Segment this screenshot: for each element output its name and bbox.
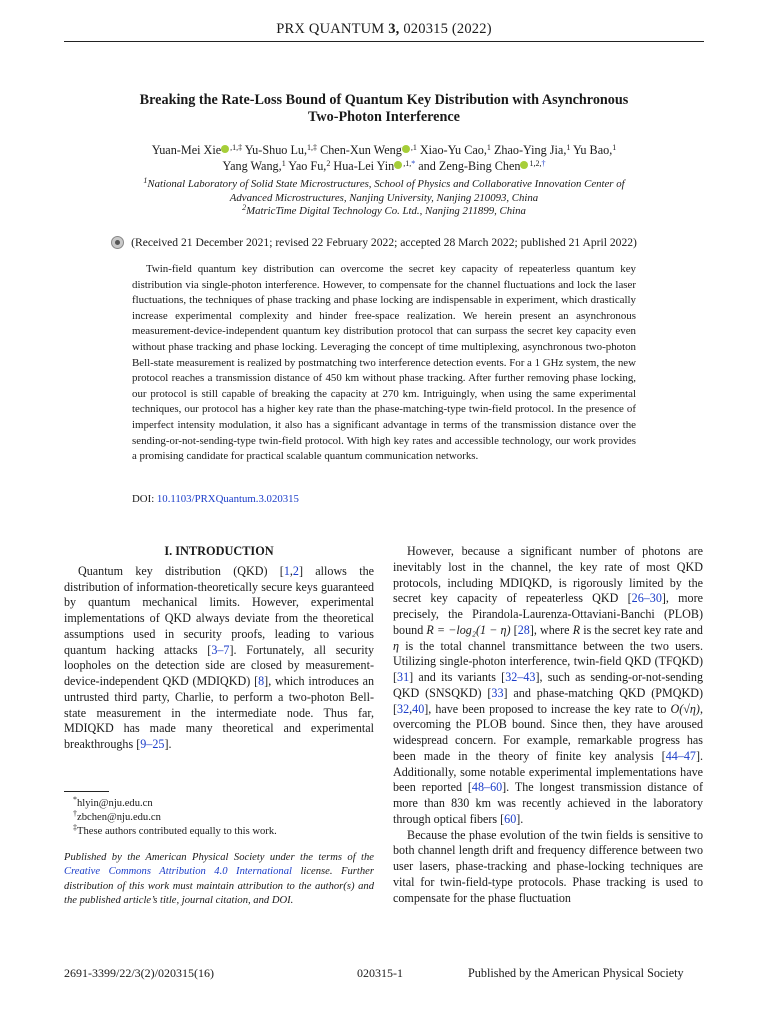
affiliation-marker-text: ,1, — [403, 158, 412, 168]
orcid-icon[interactable] — [520, 161, 528, 169]
footnote-mark: ‡ — [73, 823, 77, 833]
left-column — [64, 544, 374, 753]
text: However, because a significant number of photons are inevitably lost in the channel, the key rate of most QKD protocols, including MDIQKD, is rigorously limited by the secret key capacity of repeaterless QKD [ — [393, 544, 703, 606]
footnote-text: These authors contributed equally to this work. — [77, 826, 277, 838]
journal-header — [0, 21, 768, 38]
paragraph-3: Because the phase evolution of the twin fields is sensitive to both channel length drift and frequency difference between two user lasers, phase-tracking and phase-locking techniques are vital for twin-field-type protocols. Phase tracking is used to compensate for the phase fluctuation — [393, 827, 703, 905]
title-line-2: Two-Photon Interference — [308, 109, 460, 125]
corresponding-author-link[interactable]: * — [411, 158, 416, 168]
license-notice — [64, 851, 374, 909]
author-name: Yu Bao, — [570, 143, 613, 157]
citation-link[interactable]: 44–47 — [665, 748, 696, 763]
text: [ — [510, 622, 518, 637]
text: , — [289, 563, 293, 578]
text: ] and its variants [ — [409, 670, 506, 684]
affiliation-marker: 1 — [566, 143, 571, 152]
text: license. Further distribution of this work must maintain attribution to the author(s) and the published article’s title, journal citation, and DOI. — [64, 866, 374, 907]
received-dates: (Received 21 December 2021; revised 22 February 2022; accepted 28 March 2022; published 21 April 2022) — [131, 236, 637, 249]
author-name: Xiao-Yu Cao, — [416, 143, 487, 157]
text: ]. — [164, 737, 172, 751]
abstract: Twin-field quantum key distribution can overcome the secret key capacity of repeaterless quantum key distribution via single-photon interference. However, to compensate for the channel fluctuations and lock the laser fluctuations, the techniques of phase tracking and phase locking are indispensable in experiment, which drastically increase experimental complexity and hinder free-space realization. We herein present an asynchronous measurement-device-independent quantum key distribution protocol that can surpass the secret key capacity even without phase tracking and phase locking. Leveraging the concept of time multiplexing, asynchronous two-photon Bell-state measurement is realized by postmatching two interference detection events. For a 1 GHz system, the new protocol reaches a transmission distance of 450 km without phase tracking. After further removing phase locking, our protocol is still capable of breaking the capacity at 270 km. Intriguingly, when using the same experimental techniques, our protocol has a higher key rate than the phase-matching-type twin-field protocol. In the presence of imperfect intensity modulation, it also has a significant advantage in terms of the transmission distance over the sending-or-not-sending-type twin-field protocol. With high key rates and accessible technology, our work provides a promising candidate for practical scalable quantum communication networks. — [132, 263, 636, 463]
author-name: Zhao-Ying Jia, — [490, 143, 567, 157]
footer-publisher: Published by the American Physical Society — [468, 966, 684, 980]
math-symbol: R — [572, 622, 581, 637]
math-symbol: η — [393, 638, 399, 653]
author-name: Yuan-Mei Xie — [151, 143, 222, 157]
text: ], such as sending-or-not-sending QKD (SNSQKD) [ — [393, 670, 703, 700]
affiliation-number: 2 — [242, 203, 247, 213]
text: Quantum key distribution (QKD) [ — [78, 563, 284, 578]
author-name: Yang Wang, — [222, 158, 282, 173]
text: ], where — [529, 622, 573, 637]
text: ], which introduces an untrusted third party, Charlie, to perform a two-photon Bell-state measurement in the intermediate node. Thus far, MDIQKD has made many theoretical and experimental breakthroughs [ — [64, 674, 374, 751]
journal-name: PRX QUANTUM — [276, 21, 385, 37]
orcid-icon[interactable] — [221, 145, 229, 153]
affiliation-1-cont: Advanced Microstructures, Nanjing University, Nanjing 210093, China — [229, 191, 539, 204]
journal-volume: 3, — [388, 21, 400, 37]
footnotes — [64, 797, 374, 840]
text: ] allows the distribution of information-theoretically secure keys guaranteed by quantum mechanical limits. However, experimental implementations of QKD always deviate from the theoretical assumptions used in security proofs, leading to various quantum hacking attacks [ — [64, 563, 374, 657]
affiliation-marker: ,1,‡ — [230, 143, 243, 152]
affiliation-marker: 1 — [486, 143, 491, 152]
citation-link[interactable]: 9–25 — [140, 737, 165, 751]
corresponding-author-link[interactable]: † — [541, 158, 546, 168]
author-line-2 — [64, 159, 704, 175]
license-link[interactable]: Creative Commons Attribution 4.0 International — [64, 866, 292, 878]
affiliation-1 — [64, 178, 704, 192]
footer-issn: 2691-3399/22/3(2)/020315(16) — [64, 966, 214, 980]
author-name: Chen-Xun Weng — [317, 143, 402, 157]
text: is the total channel transmittance between the two users. Utilizing single-photon interference, twin-field QKD (TFQKD) [ — [393, 638, 703, 684]
text: ], more precisely, the Pirandola-Laurenza-Ottaviani-Banchi (PLOB) bound — [393, 591, 703, 637]
header-rule — [64, 41, 704, 42]
section-heading: I. INTRODUCTION — [164, 544, 274, 558]
affiliation-2 — [64, 205, 704, 219]
footer-page-number: 020315-1 — [357, 966, 403, 980]
author-list — [64, 143, 704, 174]
citation-link[interactable]: 8 — [258, 674, 265, 688]
footnote-mark: † — [73, 809, 77, 819]
affiliation-marker: 1,‡ — [307, 143, 318, 152]
email[interactable]: zbchen@nju.edu.cn — [77, 812, 161, 824]
title-line-1: Breaking the Rate-Loss Bound of Quantum Key Distribution with Asynchronous — [139, 92, 629, 108]
citation-link[interactable]: 1 — [283, 563, 290, 578]
text: , overcoming the PLOB bound. Since then, they have aroused widespread concern. For example, remarkable progress has been made in the theory of finite key analysis [ — [393, 701, 703, 763]
text: ], have been proposed to increase the key rate to — [424, 701, 671, 716]
affiliation-marker: 1 — [281, 158, 286, 168]
intro-paragraph-1 — [64, 564, 374, 753]
footnote-rule — [64, 791, 109, 792]
citation-link[interactable]: 32–43 — [505, 670, 536, 684]
text: ]. Fortunately, all security loopholes on the detection side are closed by measurement-device-independent QKD (MDIQKD) [ — [64, 642, 374, 688]
footnote-1 — [64, 797, 374, 811]
text: ]. Additionally, some notable experimental implementations have been reported [ — [393, 748, 703, 795]
email[interactable]: hlyin@nju.edu.cn — [77, 798, 153, 809]
citation-link[interactable]: 2 — [292, 563, 299, 578]
affiliation-marker — [529, 159, 545, 168]
text: ]. — [516, 811, 524, 826]
citation-link[interactable]: 31 — [397, 670, 410, 684]
citation-link[interactable]: 3–7 — [211, 642, 230, 657]
affiliation-text: National Laboratory of Solid State Microstructures, School of Physics and Collaborative Innovation Center of — [147, 178, 625, 190]
orcid-icon[interactable] — [402, 145, 410, 153]
affiliation-marker — [403, 159, 415, 168]
right-column — [393, 544, 703, 906]
footnote-mark: * — [73, 795, 77, 804]
article-id: 020315 (2022) — [403, 21, 492, 37]
affiliation-marker-text: 1,2, — [529, 158, 542, 168]
citation-link[interactable]: 26–30 — [631, 591, 662, 606]
affiliation-number: 1 — [143, 176, 148, 185]
author-line-1 — [64, 143, 704, 159]
author-name: and Zeng-Bing Chen — [415, 158, 521, 173]
paragraph-2 — [393, 544, 703, 828]
affiliation-marker: 1 — [612, 143, 617, 152]
affiliation-text: MatricTime Digital Technology Co. Ltd., Nanjing 211899, China — [246, 205, 526, 218]
citation-link[interactable]: 33 — [491, 685, 504, 700]
text: ] and phase-matching QKD (PMQKD) [ — [393, 685, 703, 716]
text: , — [409, 701, 413, 716]
author-name: Yao Fu, — [285, 158, 327, 173]
paper-title — [64, 92, 704, 126]
doi — [132, 493, 299, 505]
author-name: Yu-Shuo Lu, — [242, 143, 308, 157]
citation-link[interactable]: 60 — [504, 811, 517, 826]
plob-formula: R = −log₂(1 − η) — [426, 622, 511, 637]
doi-link[interactable]: 10.1103/PRXQuantum.3.020315 — [156, 493, 299, 505]
orcid-icon[interactable] — [394, 161, 402, 169]
text: is the secret key rate and — [580, 622, 703, 637]
doi-label: DOI: — [132, 493, 157, 505]
citation-link[interactable]: 48–60 — [471, 780, 503, 795]
scaling-formula: O(√η) — [670, 701, 700, 716]
affiliation-marker: ,1 — [410, 143, 417, 152]
text: ]. The longest transmission distance of more than 830 km was recently achieved in the laboratory through optical fibers [ — [393, 780, 703, 826]
footnote-3 — [64, 825, 374, 839]
text: Published by the American Physical Society under the terms of the — [64, 852, 374, 863]
affiliation-marker: 2 — [326, 158, 331, 168]
citation-link[interactable]: 32 — [397, 701, 410, 716]
author-name: Hua-Lei Yin — [330, 158, 395, 173]
citation-link[interactable]: 40 — [412, 701, 425, 716]
footnote-2 — [64, 811, 374, 825]
citation-link[interactable]: 28 — [517, 622, 530, 637]
affiliations — [64, 178, 704, 219]
